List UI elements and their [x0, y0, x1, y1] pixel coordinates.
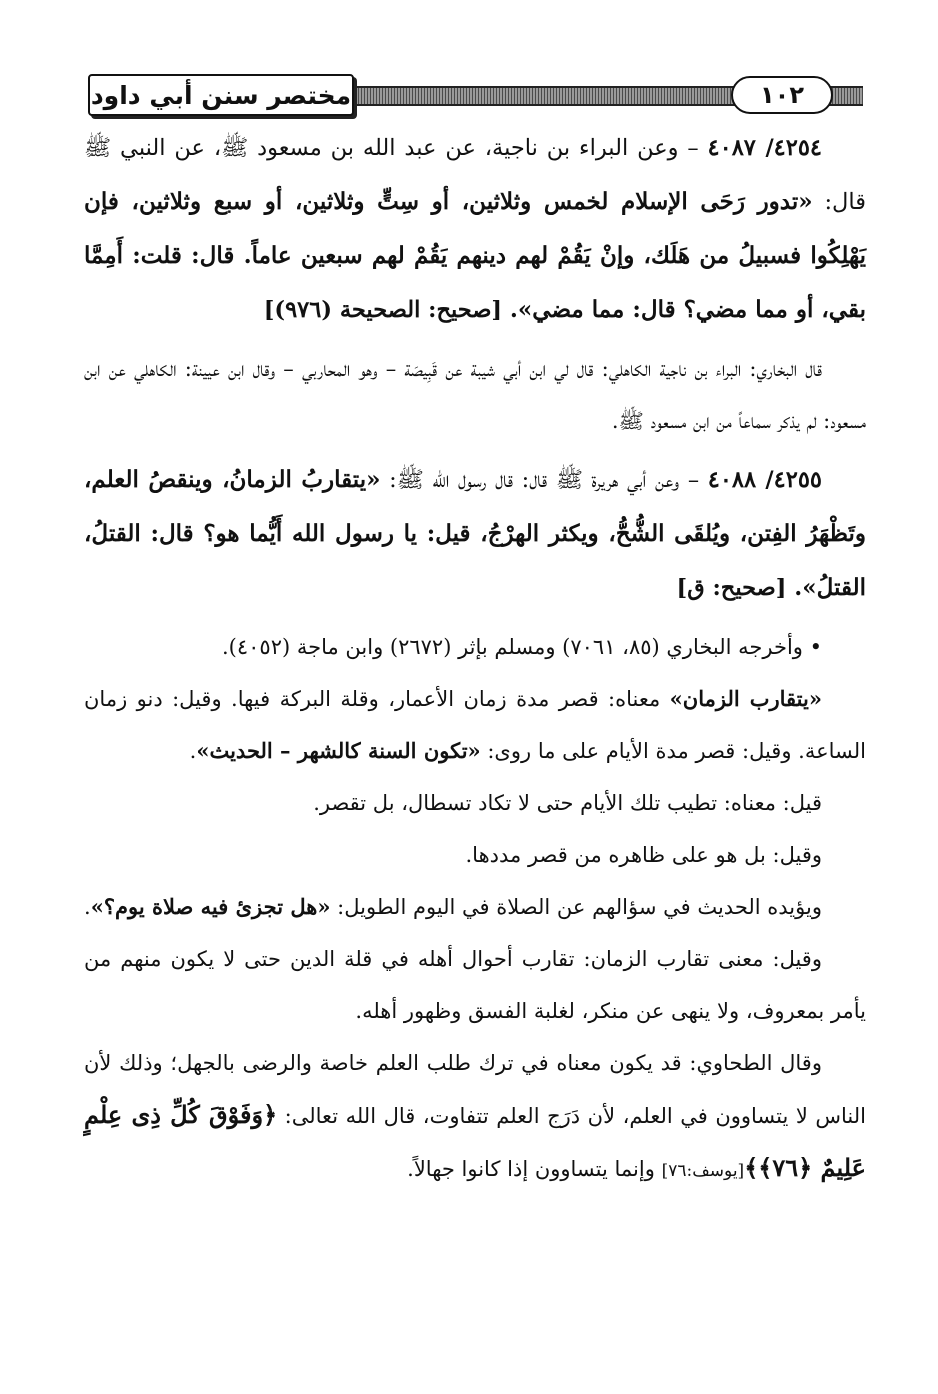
hadith-4254	[84, 122, 866, 337]
hadith-matn: «تدور رَحَى الإسلام لخمس وثلاثين، أو سِتٍّ وثلاثين، أو سبع وثلاثين، فإن يَهْلِكُوا فسبيلُ من هَلَك، وإنْ يَقُمْ لهم دينهم يَقُمْ لهم سبعين عاماً. قال: قلت: أَمِمَّا بقي، أو مما مضي؟ قال: مما مضي».	[84, 188, 866, 323]
hadith-isnad: – وعن أبي هريرة ﷺ قال: قال رسول الله ﷺ:	[380, 467, 708, 493]
commentary-end: .	[189, 739, 197, 763]
commentary-end: .	[84, 895, 91, 919]
commentary-text: ويؤيده الحديث في سؤالهم عن الصلاة في اليوم الطويل:	[330, 895, 822, 919]
hadith-matn: «يتقاربُ الزمانُ، وينقصُ العلم، وتَظْهَرُ الفِتن، ويُلقَى الشُّحُّ، ويكثر الهرْجُ، قيل: يا رسول الله أَيُّما هو؟ قال: القتلُ، القتلُ».	[84, 466, 866, 601]
quran-verse: ﴿وَفَوْقَ كُلِّ ذِى عِلْمٍ عَلِيمٌ ﴿٧٦﴾﴾	[84, 1100, 866, 1182]
hadith-4255	[84, 453, 866, 615]
hadith-qal: قال:	[812, 189, 866, 215]
commentary-bukhari: قال البخاري: البراء بن ناجية الكاهلي: قال لي ابن أبي شيبة عن قَبِيصَة – وهو المحاربي – وقال ابن عيينة: الكاهلي عن ابن مسعود: لم يذكر سماعاً من ابن مسعود ﷺ.	[84, 357, 866, 433]
running-header	[88, 74, 863, 116]
commentary-quote: «تكون السنة كالشهر – الحديث»	[196, 738, 481, 763]
commentary-tahawi	[84, 1037, 866, 1197]
takhrij-note: • وأخرجه البخاري (٨٥، ٧٠٦١) ومسلم بإثر (٢٦٧٢) وابن ماجة (٤٠٥٢).	[221, 635, 822, 659]
commentary-opinion-1: قيل: معناه: تطيب تلك الأيام حتى لا تكاد تسطال، بل تقصر.	[313, 791, 822, 815]
hadith-grading: [صحيح: ق]	[676, 575, 795, 601]
commentary-end: وإنما يتساوون إذا كانوا جهالاً.	[407, 1157, 662, 1181]
commentary-opinion-2: وقيل: بل هو على ظاهره من قصر مددها.	[465, 843, 822, 867]
page-body	[84, 122, 866, 1197]
hadith-number: ٤٢٥٤/ ٤٠٨٧	[707, 135, 822, 161]
commentary-quote: «هل تجزئ فيه صلاة يوم؟»	[90, 894, 331, 919]
commentary-text: معناه: قصر مدة زمان الأعمار، وقلة البركة فيها. وقيل: دنو زمان الساعة. وقيل: قصر مدة الأيام على ما روى:	[84, 687, 866, 763]
commentary-opinion-3: وقيل: معنى تقارب الزمان: تقارب أحوال أهله في قلة الدين حتى لا يكون منهم من يأمر بمعروف، ولا ينهى عن منكر، لغلبة الفسق وظهور أهله.	[84, 947, 866, 1023]
commentary-support	[84, 881, 866, 933]
verse-reference: [يوسف:٧٦]	[661, 1161, 745, 1181]
hadith-number: ٤٢٥٥/ ٤٠٨٨	[707, 467, 822, 493]
hadith-grading: [صحيح: الصحيحة (٩٧٦)]	[263, 297, 510, 323]
page-number: ١٠٢	[731, 76, 833, 114]
commentary-text: وقال الطحاوي: قد يكون معناه في ترك طلب العلم خاصة والرضى بالجهل؛ وذلك لأن الناس لا يتساوون في العلم، لأن دَرَج العلم تتفاوت، قال الله تعالى:	[84, 1051, 866, 1128]
commentary-meaning	[84, 673, 866, 777]
book-title: مختصر سنن أبي داود	[88, 74, 354, 116]
commentary-term: «يتقارب الزمان»	[669, 686, 822, 711]
hadith-isnad: – وعن البراء بن ناجية، عن عبد الله بن مسعود ﷺ، عن النبي ﷺ	[84, 135, 708, 161]
